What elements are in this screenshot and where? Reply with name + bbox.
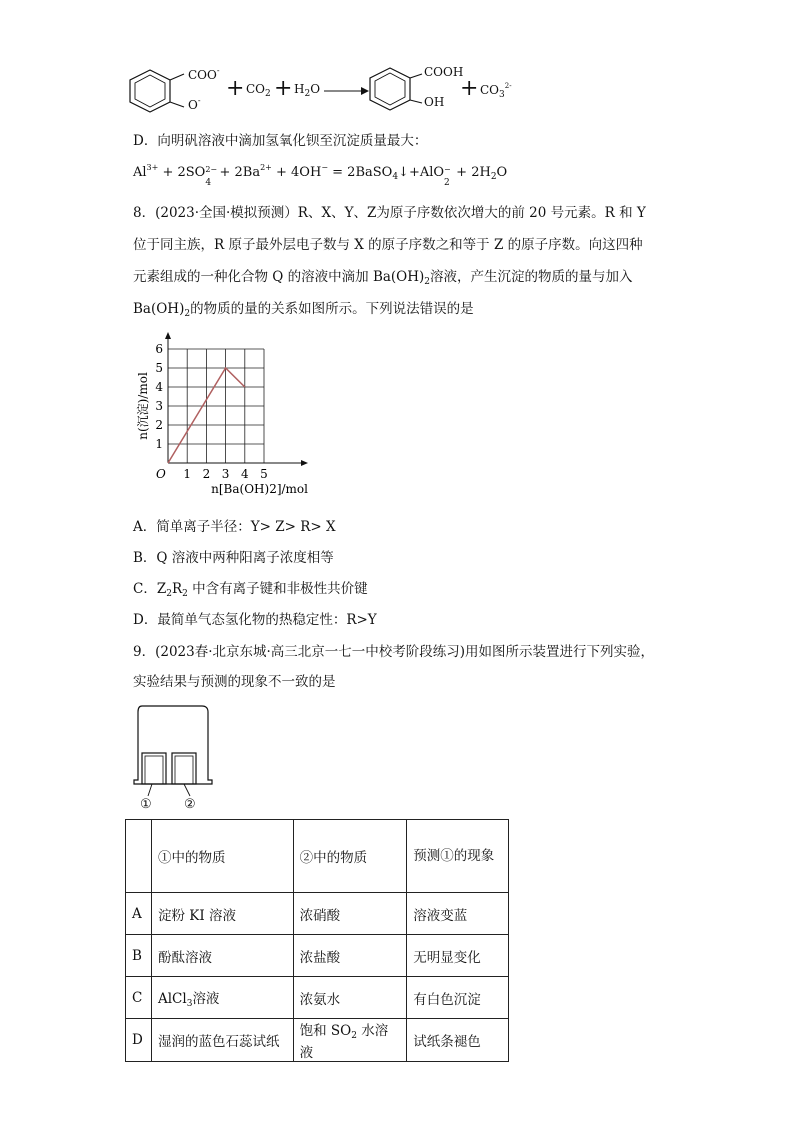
alum-equation: $Al^{3+} + 2SO$ 2− 4 + $2Ba^{2+} + 4OH^-$ = 2BaSO$_4$↓+AlO − 2 + $2H_2O$ — [133, 163, 508, 188]
table-cell: 酚酞溶液 — [151, 935, 293, 977]
table-cell: 浓氨水 — [293, 977, 407, 1019]
x-tick-label: 3 — [221, 467, 230, 481]
x-axis-label: n[Ba(OH)2]/mol — [211, 482, 308, 496]
q8-option-b: B．Q 溶液中两种阳离子浓度相等 — [133, 550, 334, 566]
table-cell: 有白色沉淀 — [407, 977, 509, 1019]
table-cell: 淀粉 KI 溶液 — [151, 893, 293, 935]
row-label: B — [126, 935, 152, 977]
table-cell: 浓硝酸 — [293, 893, 407, 935]
row-label: A — [126, 893, 152, 935]
h2o-formula: $H_2O$ — [294, 82, 321, 99]
y-tick-label: 4 — [155, 380, 163, 394]
q8-line-3: 元素组成的一种化合物 Q 的溶液中滴加 $Ba(OH)_2$溶液，产生沉淀的物质的量与加入 — [133, 269, 633, 287]
q9-line-1: 9．(2023春·北京东城·高三北京一七一中校考阶段练习)用如图所示装置进行下列实验， — [133, 644, 655, 660]
table-cell: 饱和 $SO_2$ 水溶液 — [293, 1019, 407, 1062]
co3-formula: $CO_3^{2-}$ — [480, 82, 512, 100]
table-header-cell: 预测①的现象 — [407, 820, 509, 893]
x-tick-label: 2 — [202, 467, 211, 481]
x-tick-label: 5 — [260, 467, 268, 481]
table-row — [126, 1019, 509, 1062]
top-equation — [128, 60, 528, 120]
origin-label: O — [156, 467, 166, 481]
hydroxyl-group: OH — [424, 95, 445, 109]
row-label: C — [126, 977, 152, 1019]
table-cell: 无明显变化 — [407, 935, 509, 977]
table-row — [126, 893, 509, 935]
y-tick-label: 3 — [155, 399, 163, 413]
x-axis-arrow — [301, 460, 308, 466]
vessel-1-label: ① — [140, 797, 152, 812]
carboxyl-group: COOH — [424, 65, 464, 79]
plus-sign: + — [226, 76, 245, 101]
table-cell: AlCl$_3$溶液 — [151, 977, 293, 1019]
table-header-cell: ②中的物质 — [293, 820, 407, 893]
table-row — [126, 977, 509, 1019]
vessel-2-label: ② — [184, 797, 196, 812]
table-cell: 溶液变蓝 — [407, 893, 509, 935]
table-header-cell — [126, 820, 152, 893]
table-header-row — [126, 820, 509, 893]
q8-option-c: C．$Z_2R_2$ 中含有离子键和非极性共价键 — [133, 581, 368, 599]
row-label: D — [126, 1019, 152, 1062]
q8-option-d: D．最简单气态氢化物的热稳定性：R>Y — [133, 612, 377, 628]
q9-line-2: 实验结果与预测的现象不一致的是 — [133, 674, 336, 690]
carboxylate-group: COO- — [188, 66, 220, 82]
q8-line-4: $Ba(OH)_2$的物质的量的关系如图所示。下列说法错误的是 — [133, 301, 474, 319]
y-tick-label: 5 — [155, 361, 163, 375]
precipitate-chart — [130, 325, 320, 500]
y-axis-label: n(沉淀)/mol — [136, 372, 150, 440]
table-cell: 湿润的蓝色石蕊试纸 — [151, 1019, 293, 1062]
table-row — [126, 935, 509, 977]
experiment-table — [125, 819, 509, 1062]
plus-sign: + — [460, 76, 479, 101]
prev-option-d: D．向明矾溶液中滴加氢氧化钡至沉淀质量最大： — [133, 133, 428, 149]
q8-line-1: 8．(2023·全国·模拟预测）R、X、Y、Z为原子序数依次增大的前 20 号元素。R 和 Y — [133, 205, 646, 221]
phenoxide-group: O- — [188, 96, 201, 112]
co2-formula: $CO_2$ — [246, 82, 271, 99]
y-tick-label: 6 — [155, 342, 163, 356]
table-cell: 浓盐酸 — [293, 935, 407, 977]
q8-option-a: A．简单离子半径：Y> Z> R> X — [133, 519, 336, 535]
y-tick-label: 1 — [155, 437, 163, 451]
q8-line-2: 位于同主族，R 原子最外层电子数与 X 的原子序数之和等于 Z 的原子序数。向这四种 — [133, 237, 643, 253]
x-tick-label: 1 — [183, 467, 192, 481]
y-tick-label: 2 — [155, 418, 163, 432]
table-cell: 试纸条褪色 — [407, 1019, 509, 1062]
apparatus-diagram — [128, 700, 218, 812]
table-header-cell: ①中的物质 — [151, 820, 293, 893]
plus-sign: + — [274, 76, 293, 101]
y-axis-arrow — [165, 332, 171, 339]
x-tick-label: 4 — [240, 467, 249, 481]
